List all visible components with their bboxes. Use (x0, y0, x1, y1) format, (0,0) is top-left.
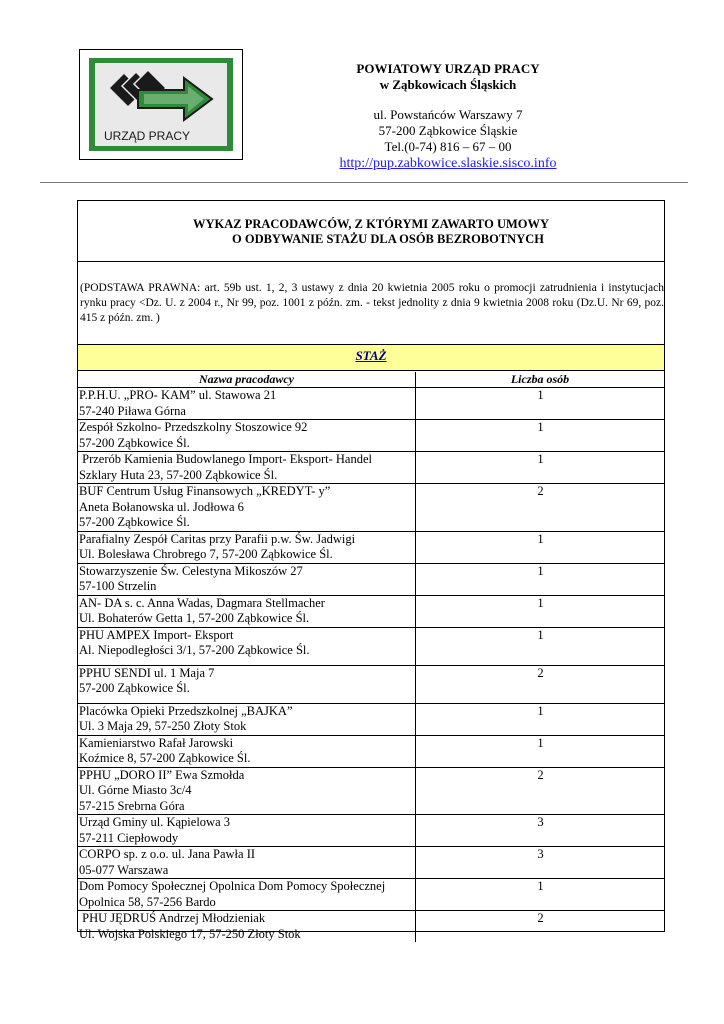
table-row (78, 665, 664, 703)
employer-line: BUF Centrum Usług Finansowych „KREDYT- y” (79, 484, 331, 498)
office-name: POWIATOWY URZĄD PRACY (356, 61, 540, 76)
employer-line: PHU JĘDRUŚ Andrzej Młodzieniak (79, 911, 266, 925)
employer-line: P.P.H.U. „PRO- KAM” ul. Stawowa 21 (79, 388, 277, 402)
employer-name (78, 735, 416, 767)
section-staz: STAŻ (78, 344, 664, 371)
person-count: 3 (416, 815, 665, 847)
person-count: 1 (416, 879, 665, 911)
title-line-2: O ODBYWANIE STAŻU DLA OSÓB BEZROBOTNYCH (232, 232, 544, 246)
title-line-1: WYKAZ PRACODAWCÓW, Z KTÓRYMI ZAWARTO UMOWY (192, 217, 550, 231)
employer-line: Kamieniarstwo Rafał Jarowski (79, 735, 234, 750)
table-row (78, 420, 664, 452)
employer-line: 57-200 Ząbkowice Śl. (79, 681, 190, 695)
employer-line: 57-100 Strzelin (79, 579, 157, 593)
employer-name (78, 627, 416, 665)
employer-line: Aneta Bołanowska ul. Jodłowa 6 (79, 499, 244, 514)
header-divider (40, 182, 688, 183)
employer-name (78, 452, 416, 484)
employer-name (78, 815, 416, 847)
person-count: 2 (416, 767, 665, 815)
table-row (78, 627, 664, 665)
col-header-name: Nazwa pracodawcy (78, 372, 416, 388)
employer-name (78, 703, 416, 735)
table-row (78, 815, 664, 847)
office-postal: 57-200 Ząbkowice Śląskie (378, 123, 518, 138)
employer-name (78, 911, 416, 943)
office-street: ul. Powstańców Warszawy 7 (373, 107, 523, 122)
employer-line: AN- DA s. c. Anna Wadas, Dagmara Stellmacher (79, 595, 325, 610)
employer-name (78, 595, 416, 627)
person-count: 1 (416, 735, 665, 767)
table-row (78, 563, 664, 595)
employer-line: PHU AMPEX Import- Eksport (79, 627, 234, 642)
employer-line: Al. Niepodległości 3/1, 57-200 Ząbkowice Śl. (79, 643, 310, 657)
logo-text: URZĄD PRACY (104, 129, 191, 143)
table-row (78, 767, 664, 815)
table-row (78, 484, 664, 532)
employer-line: Przerób Kamienia Budowlanego Import- Eksport- Handel (79, 452, 372, 466)
person-count: 1 (416, 627, 665, 665)
employer-table (78, 372, 664, 942)
employer-line: Placówka Opieki Przedszkolnej „BAJKA” (79, 703, 293, 718)
person-count: 1 (416, 531, 665, 563)
table-row (78, 452, 664, 484)
person-count: 2 (416, 484, 665, 532)
employer-line: Ul. Bohaterów Getta 1, 57-200 Ząbkowice Śl. (79, 611, 310, 625)
person-count: 1 (416, 563, 665, 595)
table-row (78, 735, 664, 767)
office-contact (270, 107, 626, 172)
legal-basis: (PODSTAWA PRAWNA: art. 59b ust. 1, 2, 3 ustawy z dnia 20 kwietnia 2005 roku o promocji zatrudnienia i instytucjach rynku pracy <Dz. U. z 2004 r., Nr 99, poz. 1001 z późn. zm. - tekst jednolity z dnia 9 kwietnia 2008 roku (Dz.U. Nr 69, poz. 415 z późn. zm. ) (80, 282, 664, 324)
employer-name (78, 767, 416, 815)
table-row (78, 531, 664, 563)
employer-line: 57-240 Piława Górna (79, 403, 186, 418)
person-count: 3 (416, 847, 665, 879)
table-row (78, 847, 664, 879)
person-count: 1 (416, 703, 665, 735)
employer-name (78, 665, 416, 703)
person-count: 1 (416, 595, 665, 627)
person-count: 2 (416, 911, 665, 943)
employer-line: 05-077 Warszawa (79, 862, 169, 877)
person-count: 2 (416, 665, 665, 703)
employer-line: 57-200 Ząbkowice Śl. (79, 435, 190, 450)
employer-line: Opolnica 58, 57-256 Bardo (79, 894, 216, 909)
employer-line: 57-200 Ząbkowice Śl. (79, 515, 190, 529)
logo (79, 49, 243, 160)
table-row (78, 595, 664, 627)
employer-line: Zespół Szkolno- Przedszkolny Stoszowice 92 (79, 420, 308, 434)
employer-line: Parafialny Zespół Caritas przy Parafii p.w. Św. Jadwigi (79, 531, 356, 546)
document-title (78, 201, 664, 262)
employer-line: 57-215 Srebrna Góra (79, 798, 185, 813)
col-header-count: Liczba osób (416, 372, 665, 388)
employer-name (78, 531, 416, 563)
employer-line: Stowarzyszenie Św. Celestyna Mikoszów 27 (79, 563, 303, 578)
employer-name (78, 484, 416, 532)
employer-name (78, 563, 416, 595)
employer-line: Ul. Wojska Polskiego 17, 57-250 Złoty Stok (79, 926, 301, 941)
employer-line: Dom Pomocy Społecznej Opolnica Dom Pomocy Społecznej (79, 879, 386, 893)
employer-line: Ul. Bolesława Chrobrego 7, 57-200 Ząbkowice Śl. (79, 547, 333, 561)
employer-name (78, 847, 416, 879)
table-row (78, 703, 664, 735)
office-header (270, 61, 626, 93)
person-count: 1 (416, 452, 665, 484)
employer-line: Ul. 3 Maja 29, 57-250 Złoty Stok (79, 719, 247, 733)
office-url-link[interactable]: http://pup.zabkowice.slaskie.sisco.info (339, 156, 557, 171)
employer-list-frame (77, 200, 665, 941)
employer-line: Urząd Gminy ul. Kąpielowa 3 (79, 815, 231, 829)
employer-line: CORPO sp. z o.o. ul. Jana Pawła II (79, 847, 256, 861)
employer-name (78, 388, 416, 420)
table-row (78, 388, 664, 420)
employer-line: Szklary Huta 23, 57-200 Ząbkowice Śl. (79, 467, 278, 482)
person-count: 1 (416, 420, 665, 452)
employer-line: Ul. Górne Miasto 3c/4 (79, 783, 192, 797)
table-row (78, 879, 664, 911)
office-city: w Ząbkowicach Śląskich (379, 77, 517, 92)
table-row (78, 911, 664, 943)
employer-name (78, 879, 416, 911)
office-phone: Tel.(0-74) 816 – 67 – 00 (384, 139, 512, 154)
employer-name (78, 420, 416, 452)
employer-line: Koźmice 8, 57-200 Ząbkowice Śl. (79, 751, 251, 765)
employer-line: 57-211 Ciepłowody (79, 830, 179, 845)
employer-line: PPHU „DORO II” Ewa Szmołda (79, 767, 245, 782)
person-count: 1 (416, 388, 665, 420)
employer-line: PPHU SENDI ul. 1 Maja 7 (79, 665, 215, 680)
